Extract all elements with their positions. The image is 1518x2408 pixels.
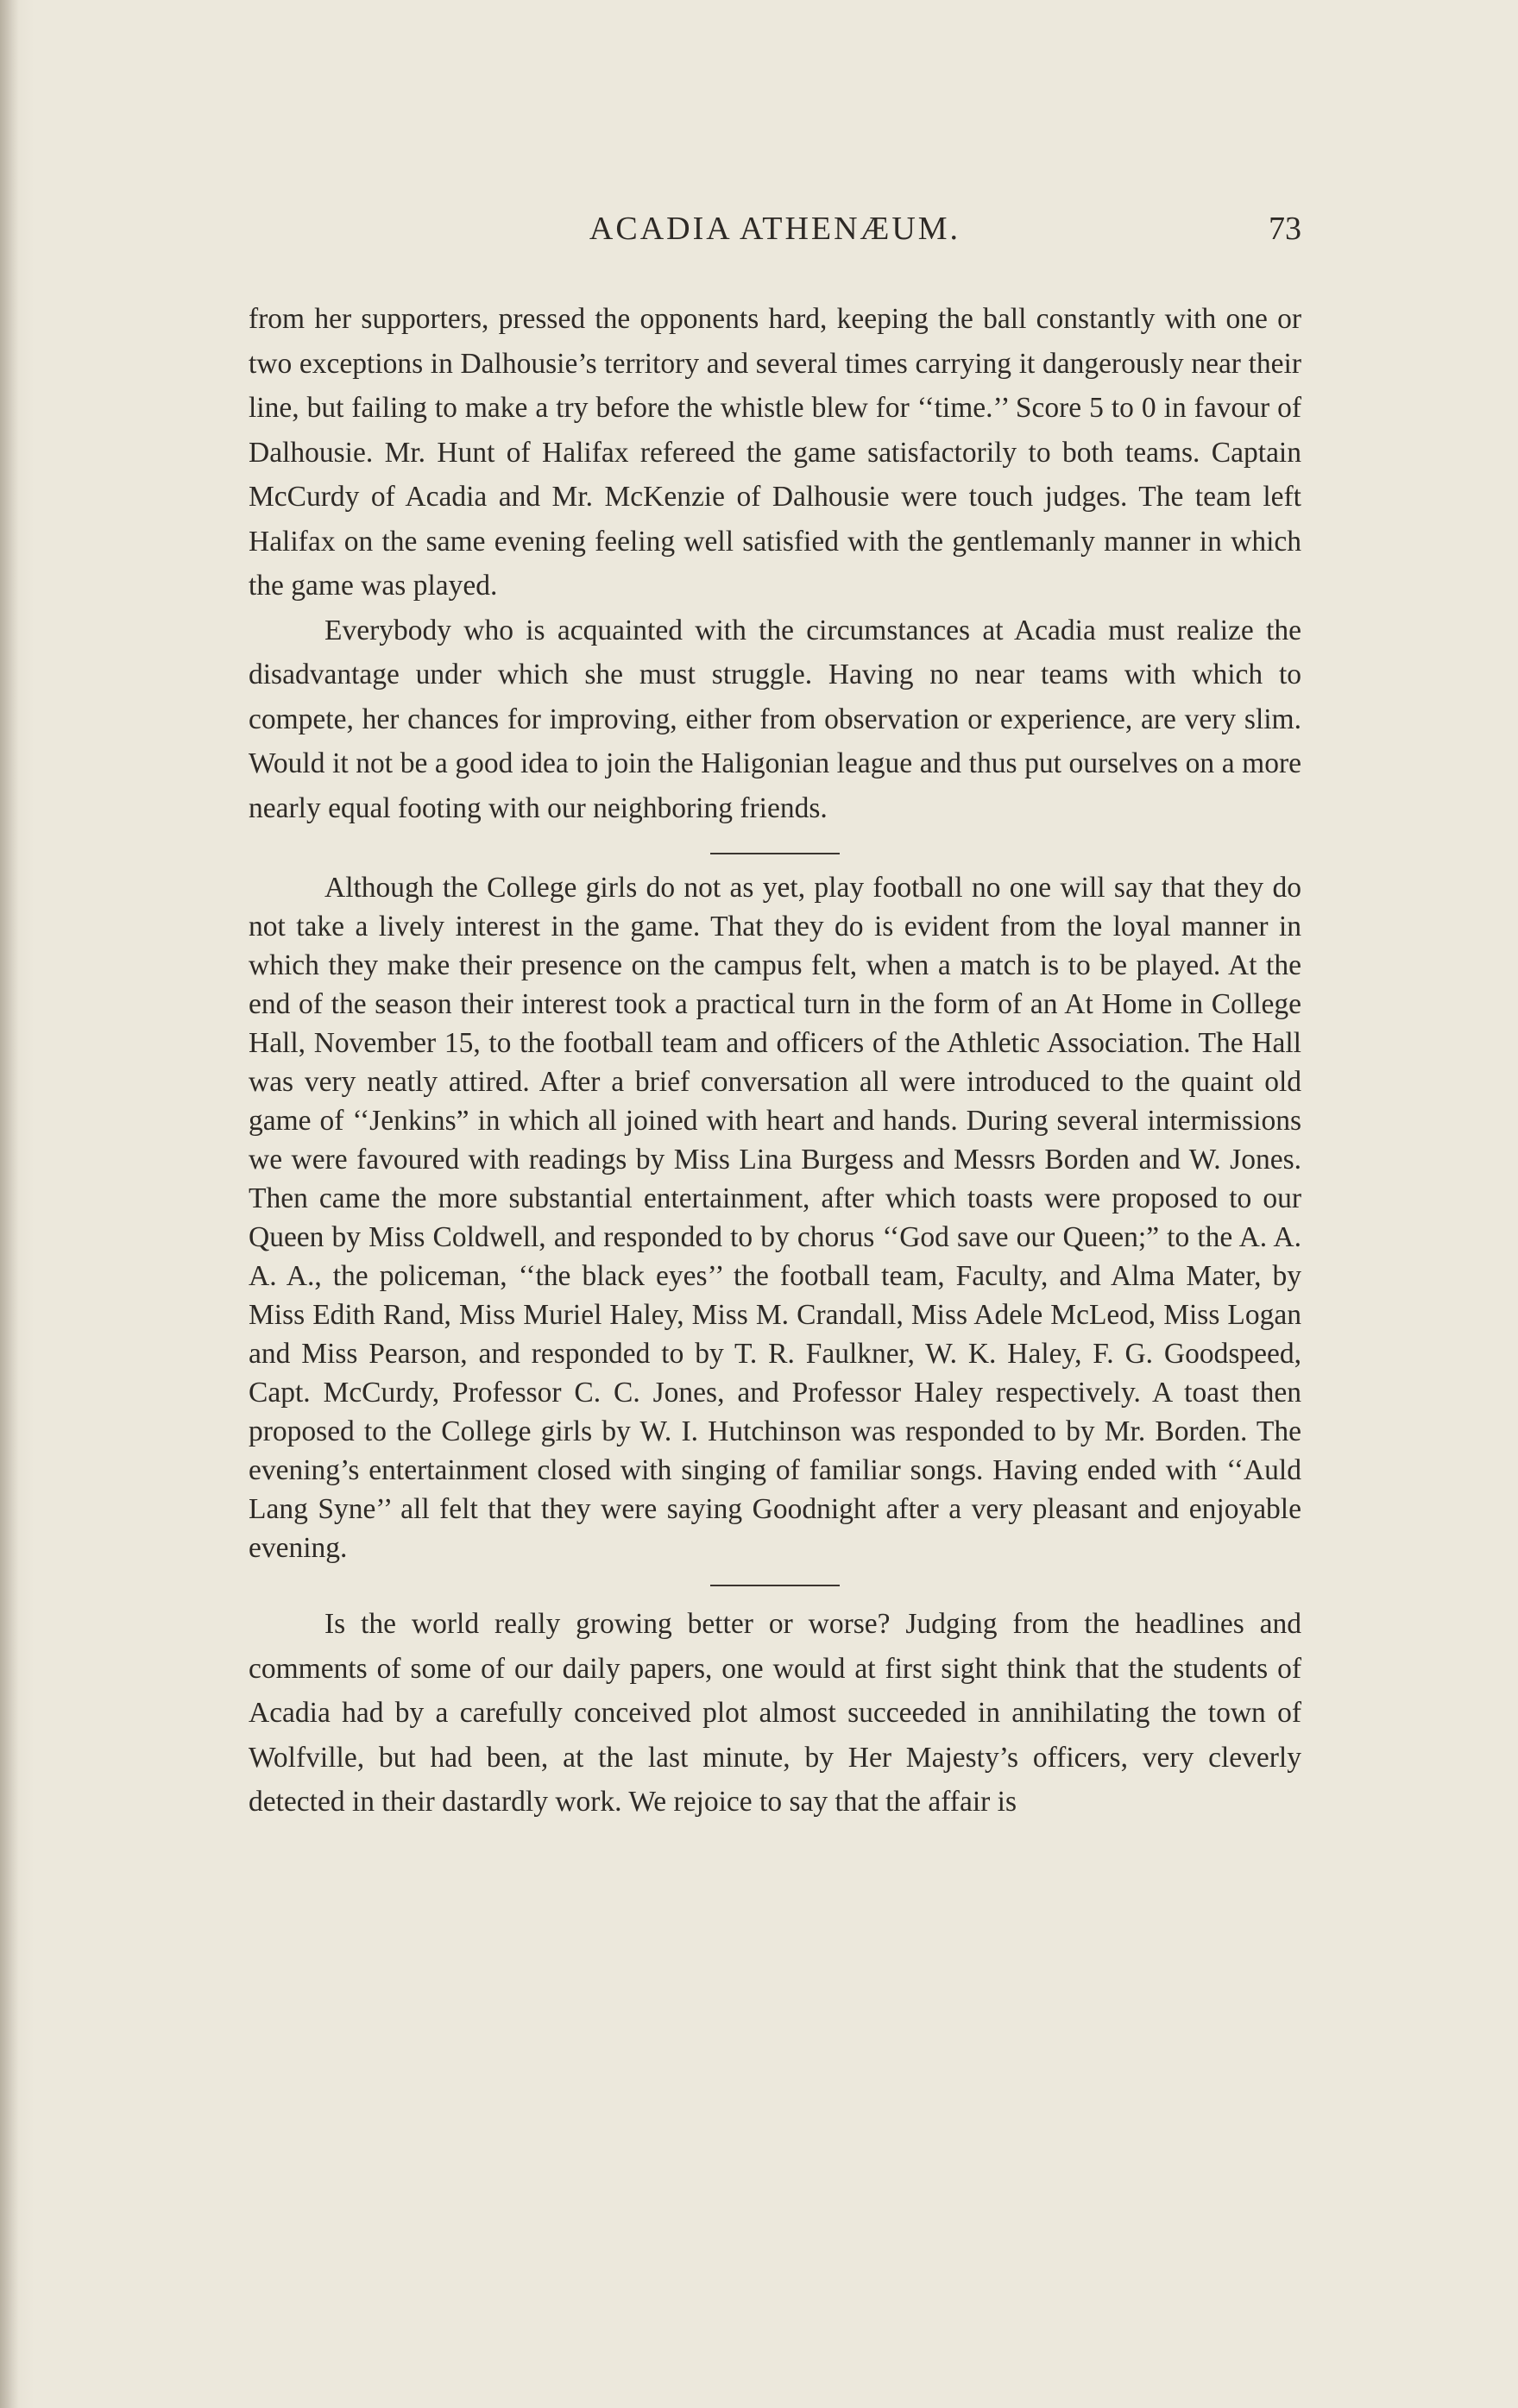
- page-number: 73: [1269, 211, 1301, 247]
- football-report-section: [249, 297, 1301, 830]
- newspaper-section: [249, 1602, 1301, 1825]
- paragraph-match-report: from her supporters, pressed the opponents hard, keeping the ball constantly with one or two exceptions in Dalhousie’s territory and several times carrying it dangerously near their line, but failing to make a try before the whistle blew for ‘‘time.’’ Score 5 to 0 in favour of Dalhousie. Mr. Hunt of Halifax refereed the game satisfactorily to both teams. Captain McCurdy of Acadia and Mr. McKenzie of Dalhousie were touch judges. The team left Halifax on the same evening feeling well satisfied with the gentlemanly manner in which the game was played.: [249, 303, 1301, 602]
- paragraph-league-suggestion: Everybody who is acquainted with the circumstances at Acadia must realize the disadvantage under which she must struggle. Having no near teams with which to compete, her chances for improving, either from observation or experience, are very slim. Would it not be a good idea to join the Haligonian league and thus put ourselves on a more nearly equal footing with our neighboring friends.: [249, 614, 1301, 824]
- paragraph-newspaper-comments: Is the world really growing better or worse? Judging from the headlines and comments of some of our daily papers, one would at first sight think that the students of Acadia had by a carefully conceived plot almost succeeded in annihilating the town of Wolfville, but had been, at the last minute, by Her Majesty’s officers, very cleverly detected in their dastardly work. We rejoice to say that the affair is: [249, 1608, 1301, 1818]
- page-header: [249, 207, 1301, 250]
- article-body: [249, 297, 1301, 1825]
- paragraph-at-home: Although the College girls do not as yet, play football no one will say that they do not take a lively interest in the game. That they do is evident from the loyal manner in which they make their presence on the campus felt, when a match is to be played. At the end of the season their interest took a practical turn in the form of an At Home in College Hall, November 15, to the football team and officers of the Athletic Association. The Hall was very neatly attired. After a brief conversation all were introduced to the quaint old game of ‘‘Jenkins” in which all joined with heart and hands. During several intermissions we were favoured with readings by Miss Lina Burgess and Messrs Borden and W. Jones. Then came the more substantial entertainment, after which toasts were proposed to our Queen by Miss Coldwell, and responded to by chorus ‘‘God save our Queen;” to the A. A. A. A., the policeman, ‘‘the black eyes’’ the football team, Faculty, and Alma Mater, by Miss Edith Rand, Miss Muriel Haley, Miss M. Crandall, Miss Adele McLeod, Miss Logan and Miss Pearson, and responded to by T. R. Faulkner, W. K. Haley, F. G. Goodspeed, Capt. McCurdy, Professor C. C. Jones, and Professor Haley respectively. A toast then proposed to the College girls by W. I. Hutchinson was responded to by Mr. Borden. The evening’s entertainment closed with singing of familiar songs. Having ended with ‘‘Auld Lang Syne’’ all felt that they were saying Goodnight after a very pleasant and enjoyable evening.: [249, 872, 1301, 1564]
- at-home-section: [249, 868, 1301, 1567]
- section-divider: [710, 1585, 840, 1586]
- running-head: ACADIA ATHENÆUM.: [589, 211, 961, 247]
- section-divider: [710, 853, 840, 854]
- spine-shadow: [0, 0, 19, 2408]
